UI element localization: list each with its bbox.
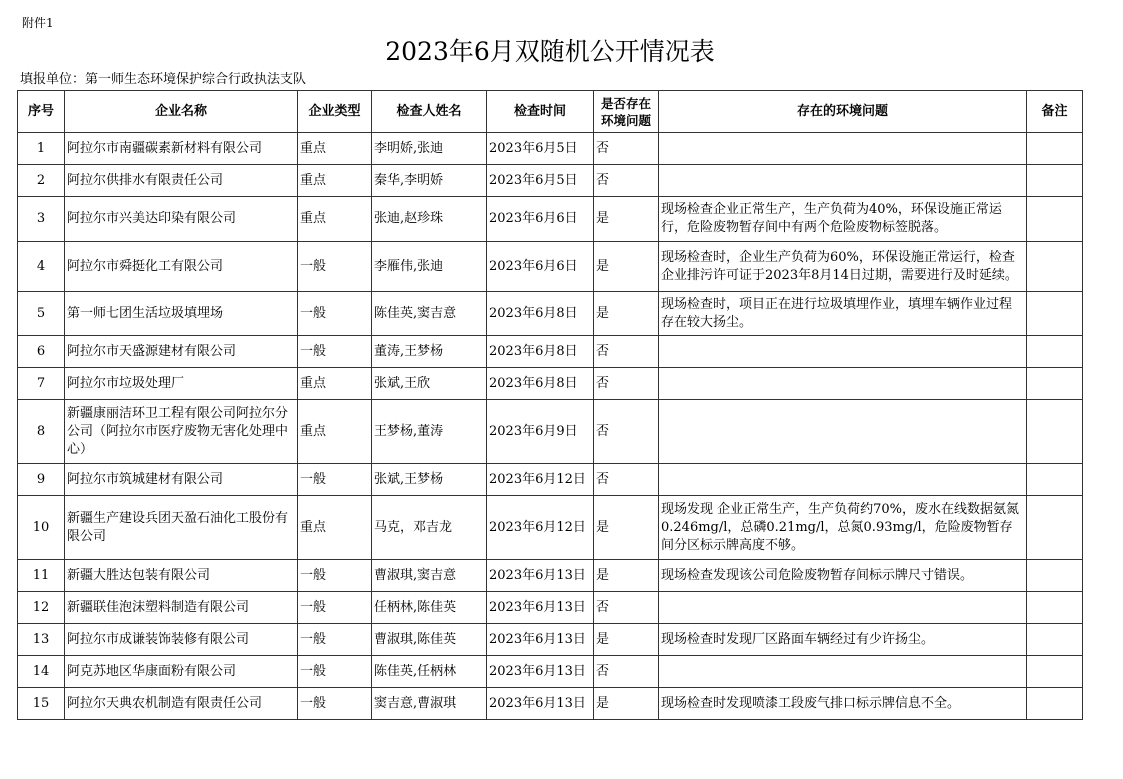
cell-inspection-date: 2023年6月12日 [487, 496, 594, 560]
cell-no: 8 [18, 400, 65, 464]
cell-issue: 现场检查时，项目正在进行垃圾填埋作业，填埋车辆作业过程存在较大扬尘。 [659, 292, 1027, 336]
cell-company-name: 阿拉尔市舜挺化工有限公司 [65, 242, 298, 292]
cell-inspectors: 秦华,李明娇 [372, 165, 487, 197]
cell-issue [659, 133, 1027, 165]
cell-note [1027, 400, 1083, 464]
cell-no: 11 [18, 560, 65, 592]
table-row [18, 197, 1083, 242]
inspection-table [17, 90, 1083, 720]
cell-inspectors: 董涛,王梦杨 [372, 336, 487, 368]
cell-company-type: 一般 [298, 592, 372, 624]
cell-company-name: 阿拉尔市垃圾处理厂 [65, 368, 298, 400]
cell-inspection-date: 2023年6月12日 [487, 464, 594, 496]
table-row [18, 656, 1083, 688]
table-row [18, 592, 1083, 624]
cell-note [1027, 336, 1083, 368]
cell-has-issue: 是 [594, 688, 659, 720]
cell-inspectors: 马克，邓吉龙 [372, 496, 487, 560]
table-row [18, 165, 1083, 197]
cell-company-type: 重点 [298, 165, 372, 197]
cell-note [1027, 292, 1083, 336]
cell-company-name: 阿拉尔天典农机制造有限责任公司 [65, 688, 298, 720]
cell-has-issue: 是 [594, 242, 659, 292]
table-row [18, 368, 1083, 400]
table-row [18, 400, 1083, 464]
cell-note [1027, 242, 1083, 292]
cell-inspectors: 陈佳英,任柄林 [372, 656, 487, 688]
cell-has-issue: 否 [594, 656, 659, 688]
header-company-name: 企业名称 [65, 91, 298, 133]
cell-company-name: 新疆生产建设兵团天盈石油化工股份有限公司 [65, 496, 298, 560]
cell-company-name: 阿拉尔市天盛源建材有限公司 [65, 336, 298, 368]
cell-inspectors: 张斌,王欣 [372, 368, 487, 400]
cell-issue: 现场发现 企业正常生产，生产负荷约70%，废水在线数据氨氮0.246mg/l，总磷0.21mg/l，总氮0.93mg/l，危险废物暂存间分区标示牌高度不够。 [659, 496, 1027, 560]
cell-company-name: 阿拉尔市南疆碳素新材料有限公司 [65, 133, 298, 165]
cell-company-type: 重点 [298, 197, 372, 242]
cell-has-issue: 否 [594, 165, 659, 197]
cell-has-issue: 是 [594, 560, 659, 592]
attachment-label: 附件1 [22, 16, 54, 30]
cell-has-issue: 否 [594, 464, 659, 496]
header-inspectors: 检查人姓名 [372, 91, 487, 133]
cell-inspection-date: 2023年6月13日 [487, 688, 594, 720]
cell-company-name: 第一师七团生活垃圾填埋场 [65, 292, 298, 336]
cell-inspectors: 曹淑琪,陈佳英 [372, 624, 487, 656]
cell-note [1027, 197, 1083, 242]
cell-has-issue: 是 [594, 624, 659, 656]
page-title: 2023年6月双随机公开情况表 [385, 37, 715, 66]
cell-issue [659, 464, 1027, 496]
reporting-unit: 填报单位：第一师生态环境保护综合行政执法支队 [20, 72, 307, 87]
cell-issue: 现场检查发现该公司危险废物暂存间标示牌尺寸错误。 [659, 560, 1027, 592]
cell-has-issue: 是 [594, 496, 659, 560]
cell-note [1027, 496, 1083, 560]
cell-no: 9 [18, 464, 65, 496]
cell-inspection-date: 2023年6月8日 [487, 368, 594, 400]
cell-no: 6 [18, 336, 65, 368]
cell-company-type: 重点 [298, 368, 372, 400]
cell-has-issue: 否 [594, 368, 659, 400]
cell-note [1027, 688, 1083, 720]
cell-note [1027, 560, 1083, 592]
header-row [18, 91, 1083, 133]
cell-inspectors: 任柄林,陈佳英 [372, 592, 487, 624]
cell-inspection-date: 2023年6月6日 [487, 242, 594, 292]
cell-no: 14 [18, 656, 65, 688]
cell-note [1027, 133, 1083, 165]
cell-issue [659, 656, 1027, 688]
cell-inspection-date: 2023年6月13日 [487, 592, 594, 624]
cell-has-issue: 是 [594, 197, 659, 242]
cell-inspection-date: 2023年6月9日 [487, 400, 594, 464]
cell-note [1027, 368, 1083, 400]
cell-inspection-date: 2023年6月13日 [487, 560, 594, 592]
cell-company-type: 重点 [298, 400, 372, 464]
table-row [18, 292, 1083, 336]
cell-company-type: 一般 [298, 560, 372, 592]
cell-note [1027, 624, 1083, 656]
cell-company-type: 一般 [298, 656, 372, 688]
header-no: 序号 [18, 91, 65, 133]
cell-company-name: 阿拉尔市成谦装饰装修有限公司 [65, 624, 298, 656]
header-has-issue: 是否存在环境问题 [594, 91, 659, 133]
cell-has-issue: 否 [594, 336, 659, 368]
cell-company-type: 一般 [298, 292, 372, 336]
cell-company-type: 一般 [298, 688, 372, 720]
cell-company-type: 重点 [298, 133, 372, 165]
cell-company-type: 一般 [298, 336, 372, 368]
cell-inspection-date: 2023年6月5日 [487, 165, 594, 197]
cell-no: 12 [18, 592, 65, 624]
cell-inspectors: 陈佳英,窦吉意 [372, 292, 487, 336]
cell-issue: 现场检查时发现喷漆工段废气排口标示牌信息不全。 [659, 688, 1027, 720]
cell-issue [659, 400, 1027, 464]
cell-inspectors: 张斌,王梦杨 [372, 464, 487, 496]
cell-inspectors: 李明娇,张迪 [372, 133, 487, 165]
cell-inspectors: 曹淑琪,窦吉意 [372, 560, 487, 592]
cell-company-name: 阿拉尔市筑城建材有限公司 [65, 464, 298, 496]
cell-company-type: 一般 [298, 242, 372, 292]
header-issue: 存在的环境问题 [659, 91, 1027, 133]
cell-no: 15 [18, 688, 65, 720]
cell-issue: 现场检查时发现厂区路面车辆经过有少许扬尘。 [659, 624, 1027, 656]
table-row [18, 496, 1083, 560]
cell-no: 3 [18, 197, 65, 242]
cell-inspectors: 李雁伟,张迪 [372, 242, 487, 292]
cell-has-issue: 否 [594, 133, 659, 165]
cell-no: 2 [18, 165, 65, 197]
cell-note [1027, 592, 1083, 624]
cell-no: 13 [18, 624, 65, 656]
cell-inspection-date: 2023年6月6日 [487, 197, 594, 242]
header-inspection-date: 检查时间 [487, 91, 594, 133]
cell-company-name: 新疆康丽洁环卫工程有限公司阿拉尔分公司（阿拉尔市医疗废物无害化处理中心） [65, 400, 298, 464]
cell-note [1027, 464, 1083, 496]
cell-no: 4 [18, 242, 65, 292]
cell-company-name: 阿拉尔供排水有限责任公司 [65, 165, 298, 197]
header-note: 备注 [1027, 91, 1083, 133]
table-row [18, 688, 1083, 720]
cell-issue: 现场检查企业正常生产，生产负荷为40%，环保设施正常运行，危险废物暂存间中有两个危险废物标签脱落。 [659, 197, 1027, 242]
table-row [18, 464, 1083, 496]
header-company-type: 企业类型 [298, 91, 372, 133]
table-row [18, 133, 1083, 165]
table-row [18, 624, 1083, 656]
cell-has-issue: 否 [594, 592, 659, 624]
cell-no: 10 [18, 496, 65, 560]
cell-has-issue: 是 [594, 292, 659, 336]
cell-company-name: 新疆大胜达包装有限公司 [65, 560, 298, 592]
cell-note [1027, 656, 1083, 688]
cell-no: 1 [18, 133, 65, 165]
cell-no: 7 [18, 368, 65, 400]
cell-company-name: 阿克苏地区华康面粉有限公司 [65, 656, 298, 688]
cell-inspectors: 张迪,赵珍珠 [372, 197, 487, 242]
cell-issue [659, 592, 1027, 624]
cell-issue [659, 336, 1027, 368]
cell-note [1027, 165, 1083, 197]
cell-has-issue: 否 [594, 400, 659, 464]
cell-company-name: 阿拉尔市兴美达印染有限公司 [65, 197, 298, 242]
cell-inspection-date: 2023年6月13日 [487, 624, 594, 656]
cell-company-type: 一般 [298, 624, 372, 656]
cell-issue [659, 165, 1027, 197]
cell-inspection-date: 2023年6月8日 [487, 292, 594, 336]
cell-inspection-date: 2023年6月13日 [487, 656, 594, 688]
table-row [18, 560, 1083, 592]
cell-inspection-date: 2023年6月5日 [487, 133, 594, 165]
cell-inspectors: 窦吉意,曹淑琪 [372, 688, 487, 720]
cell-issue [659, 368, 1027, 400]
cell-company-type: 重点 [298, 496, 372, 560]
table-row [18, 336, 1083, 368]
table-row [18, 242, 1083, 292]
cell-inspection-date: 2023年6月8日 [487, 336, 594, 368]
cell-inspectors: 王梦杨,董涛 [372, 400, 487, 464]
cell-company-name: 新疆联佳泡沫塑料制造有限公司 [65, 592, 298, 624]
cell-no: 5 [18, 292, 65, 336]
cell-company-type: 一般 [298, 464, 372, 496]
cell-issue: 现场检查时，企业生产负荷为60%，环保设施正常运行，检查企业排污许可证于2023年8月14日过期，需要进行及时延续。 [659, 242, 1027, 292]
